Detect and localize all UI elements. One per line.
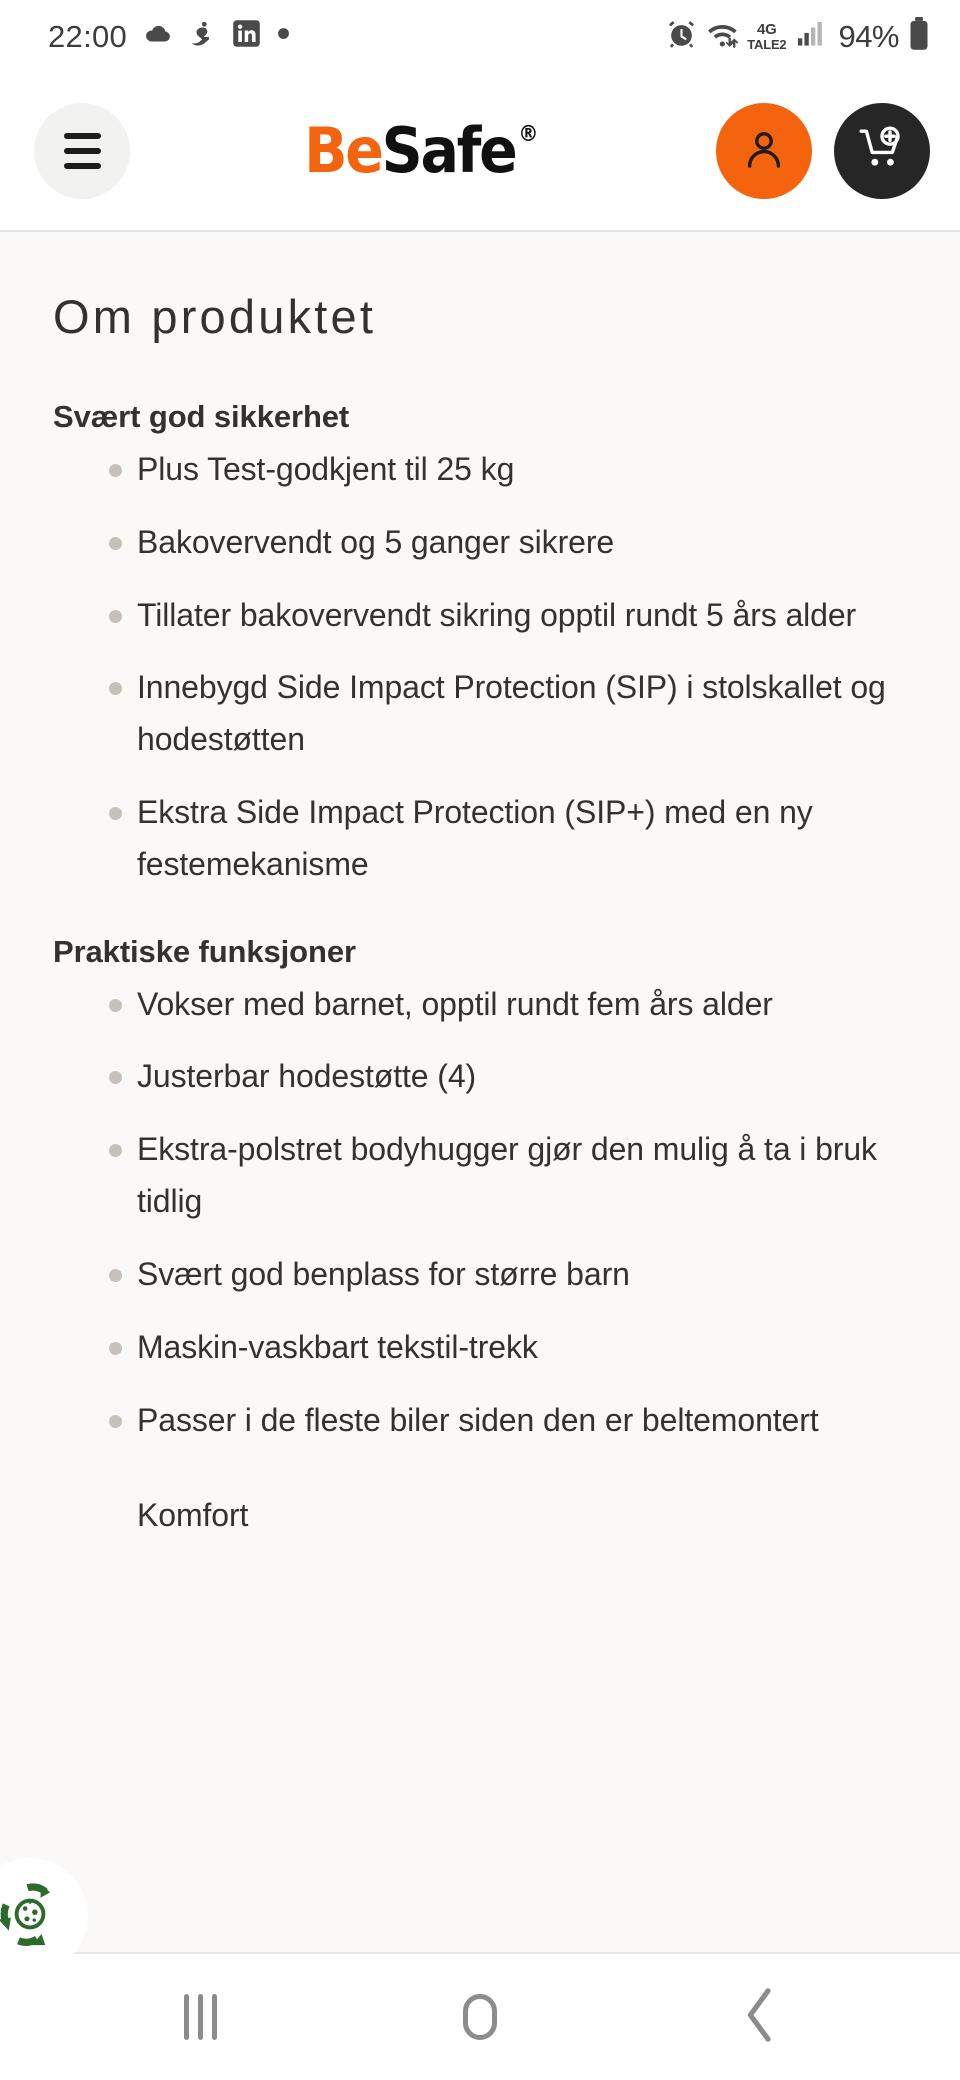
section-title: Svært god sikkerhet xyxy=(53,399,350,435)
brand-logo-link[interactable] xyxy=(124,114,716,187)
bullet-dot-icon xyxy=(109,610,122,623)
app-header xyxy=(0,72,960,232)
list-item xyxy=(53,1322,917,1374)
page-title: Om produktet xyxy=(53,290,377,343)
product-description-content xyxy=(0,232,960,1952)
cookie-recycle-icon xyxy=(0,1875,69,1958)
registered-trademark-icon: ® xyxy=(518,122,537,147)
list-item-text: Passer i de fleste biler siden den er beltemontert xyxy=(137,1401,819,1438)
feature-list xyxy=(53,444,918,891)
network-generation: 4G xyxy=(757,20,777,38)
signal-bars-icon xyxy=(795,19,825,53)
list-item-text: Innebygd Side Impact Protection (SIP) i stolskallet og hodestøtten xyxy=(137,669,886,758)
list-item xyxy=(53,590,917,642)
recents-icon xyxy=(184,1994,217,2040)
list-item-text: Maskin-vaskbart tekstil-trekk xyxy=(137,1328,538,1365)
list-item-text: Tillater bakovervendt sikring opptil rundt 5 års alder xyxy=(137,596,857,633)
list-item xyxy=(53,979,917,1031)
cut-off-next-section-title: Komfort xyxy=(137,1497,249,1534)
hamburger-icon-bar xyxy=(64,148,101,154)
brand-name-safe: Safe xyxy=(381,114,516,187)
bullet-dot-icon xyxy=(109,682,122,695)
bullet-dot-icon xyxy=(109,807,122,820)
list-item xyxy=(53,1051,917,1103)
cart-button[interactable] xyxy=(834,103,930,199)
android-navigation-bar xyxy=(0,1952,960,2080)
account-button[interactable] xyxy=(716,103,812,199)
list-item xyxy=(53,662,917,766)
home-icon xyxy=(463,1994,497,2040)
list-item xyxy=(53,444,917,496)
list-item xyxy=(53,1249,917,1301)
back-button[interactable] xyxy=(700,1972,820,2062)
alarm-icon xyxy=(666,18,697,54)
list-item xyxy=(53,787,917,891)
list-item-text: Ekstra Side Impact Protection (SIP+) med en ny festemekanisme xyxy=(137,794,813,882)
brand-name-be: Be xyxy=(303,114,382,187)
bullet-dot-icon xyxy=(109,464,122,477)
bullet-dot-icon xyxy=(109,1342,122,1355)
list-item-text: Svært god benplass for større barn xyxy=(137,1255,630,1292)
feature-section-practical xyxy=(53,931,918,1447)
section-title: Praktiske funksjoner xyxy=(53,933,356,969)
network-carrier: TALE2 xyxy=(747,36,787,52)
cloud-icon xyxy=(143,19,173,54)
bullet-dot-icon xyxy=(109,537,122,550)
hamburger-icon-bar xyxy=(64,163,101,169)
status-clock: 22:00 xyxy=(48,18,128,54)
wifi-icon xyxy=(706,18,740,54)
status-bar-right xyxy=(666,17,930,56)
bullet-dot-icon xyxy=(109,1415,122,1428)
dot-indicator-icon xyxy=(277,27,290,45)
list-item-text: Justerbar hodestøtte (4) xyxy=(137,1058,477,1095)
recents-button[interactable] xyxy=(140,1972,260,2062)
cart-add-icon xyxy=(858,125,906,178)
list-item xyxy=(53,1124,917,1228)
list-item-text: Ekstra-polstret bodyhugger gjør den mulig å ta i bruk tidlig xyxy=(137,1131,877,1220)
list-item xyxy=(53,517,917,569)
list-item xyxy=(53,1395,917,1447)
hamburger-icon-bar xyxy=(64,133,101,139)
linkedin-icon xyxy=(232,19,261,53)
feature-section-safety xyxy=(53,396,918,891)
home-button[interactable] xyxy=(420,1972,540,2062)
feature-list xyxy=(53,979,918,1447)
user-icon xyxy=(740,125,788,178)
bullet-dot-icon xyxy=(109,1144,122,1157)
list-item-text: Bakovervendt og 5 ganger sikrere xyxy=(137,523,615,560)
bullet-dot-icon xyxy=(109,999,122,1012)
battery-icon xyxy=(908,17,930,56)
status-bar xyxy=(0,0,960,72)
battery-percentage: 94% xyxy=(838,18,899,54)
network-label xyxy=(747,22,786,51)
status-bar-left xyxy=(48,19,290,54)
back-chevron-icon xyxy=(740,1986,780,2049)
menu-button[interactable] xyxy=(34,103,130,199)
list-item-text: Plus Test-godkjent til 25 kg xyxy=(137,450,515,487)
bullet-dot-icon xyxy=(109,1071,122,1084)
app-notification-icon xyxy=(189,19,216,54)
bullet-dot-icon xyxy=(109,1269,122,1282)
brand-logo xyxy=(303,114,537,187)
list-item-text: Vokser med barnet, opptil rundt fem års alder xyxy=(137,985,773,1022)
